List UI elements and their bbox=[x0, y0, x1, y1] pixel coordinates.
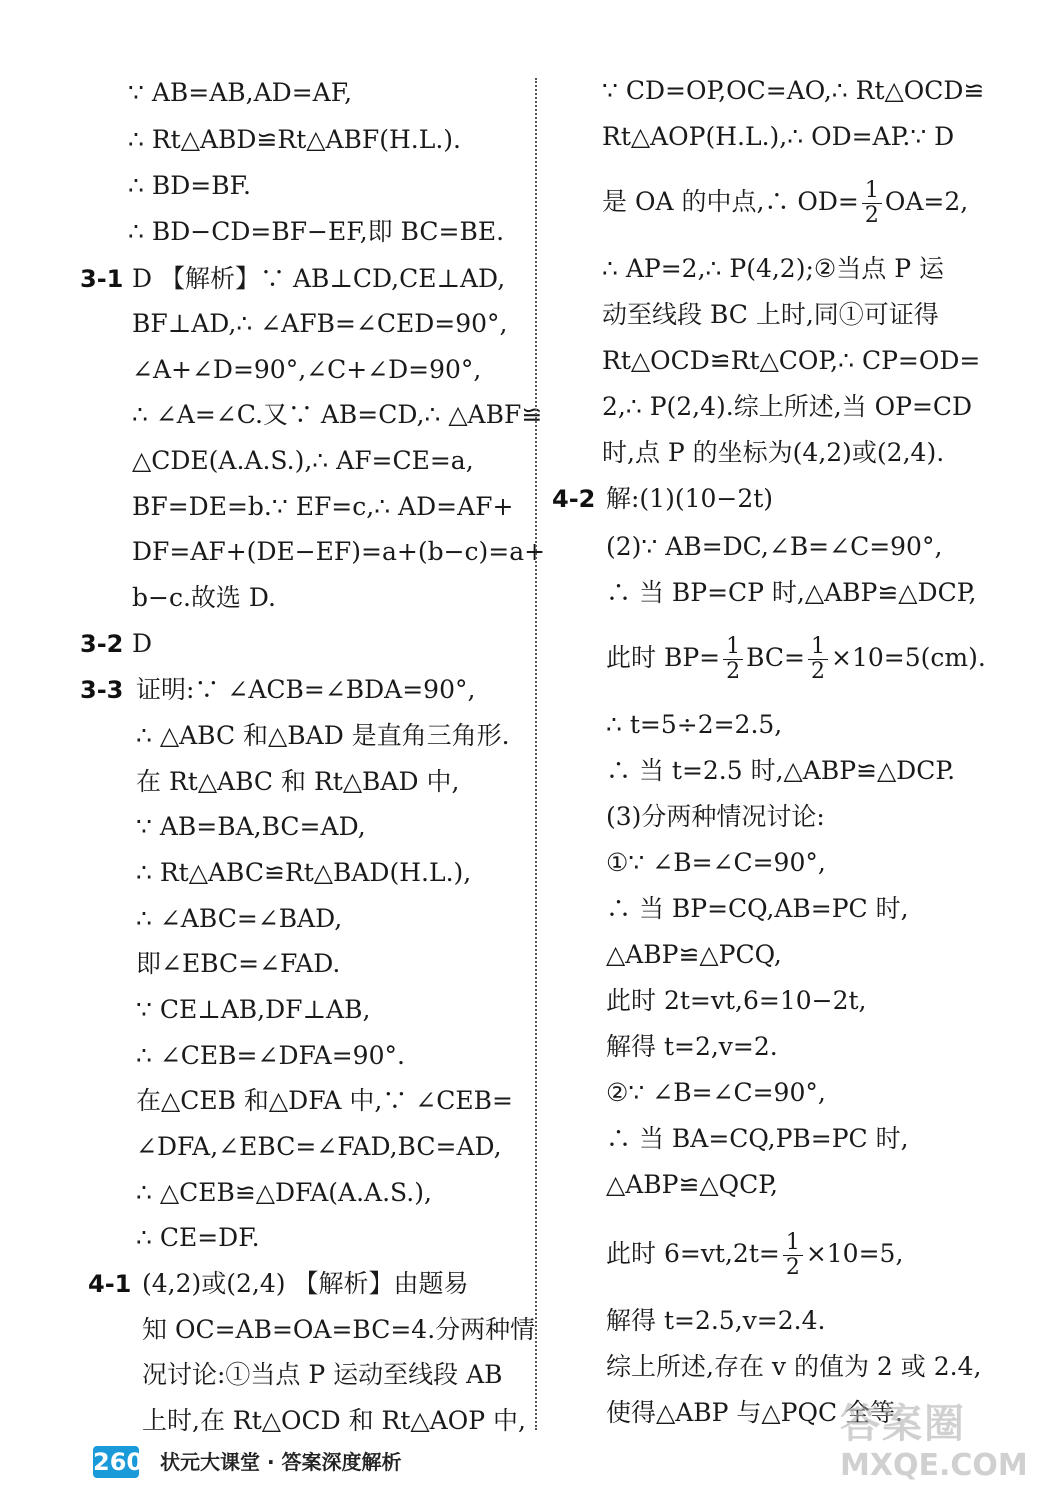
text-line: ②∵ ∠B=∠C=90°, bbox=[606, 1078, 826, 1107]
numerator: 1 bbox=[862, 179, 882, 204]
text-line: ∴ BD−CD=BF−EF,即 BC=BE. bbox=[128, 217, 505, 246]
text-line: 上时,在 Rt△OCD 和 Rt△AOP 中, bbox=[142, 1406, 526, 1435]
text-line: 使得△ABP 与△PQC 全等. bbox=[606, 1398, 903, 1427]
text-line: DF=AF+(DE−EF)=a+(b−c)=a+ bbox=[132, 537, 546, 566]
text-segment: 此时 6=vt,2t= bbox=[606, 1239, 780, 1268]
numerator: 1 bbox=[783, 1231, 803, 1256]
text-line: ∴ Rt△ABD≌Rt△ABF(H.L.). bbox=[128, 125, 461, 154]
question-number: 4-2 bbox=[552, 485, 596, 513]
text-line: (3)分两种情况讨论: bbox=[606, 802, 825, 831]
text-line: b−c.故选 D. bbox=[132, 583, 276, 612]
text-line: D bbox=[132, 629, 153, 658]
text-line: △ABP≌△PCQ, bbox=[606, 940, 782, 969]
text-segment: OA=2, bbox=[884, 187, 969, 216]
text-line: BF=DE=b.∵ EF=c,∴ AD=AF+ bbox=[132, 492, 514, 521]
text-line: ∴ △CEB≌△DFA(A.A.S.), bbox=[136, 1178, 432, 1207]
text-line: 综上所述,存在 v 的值为 2 或 2.4, bbox=[606, 1352, 982, 1381]
denominator: 2 bbox=[785, 1255, 800, 1280]
fraction-line bbox=[602, 160, 968, 244]
question-number: 3-3 bbox=[80, 676, 124, 704]
fraction bbox=[862, 179, 882, 228]
question-number: 3-1 bbox=[80, 265, 124, 293]
text-line: △CDE(A.A.S.),∴ AF=CE=a, bbox=[132, 446, 474, 475]
numerator: 1 bbox=[723, 635, 743, 660]
text-line: ∴ 当 BP=CP 时,△ABP≌△DCP, bbox=[606, 578, 977, 607]
text-line: 2,∴ P(2,4).综上所述,当 OP=CD bbox=[602, 392, 973, 421]
text-line: BF⊥AD,∴ ∠AFB=∠CED=90°, bbox=[132, 309, 508, 338]
watermark-url: MXQE.COM bbox=[840, 1448, 1028, 1483]
column-divider bbox=[535, 78, 537, 1430]
fraction-line bbox=[606, 1212, 903, 1296]
watermark bbox=[840, 1400, 1028, 1484]
numerator: 1 bbox=[808, 635, 828, 660]
denominator: 2 bbox=[811, 659, 826, 684]
denominator: 2 bbox=[864, 203, 879, 228]
text-line: ∴ CE=DF. bbox=[136, 1223, 260, 1252]
text-line: ∵ CE⊥AB,DF⊥AB, bbox=[136, 995, 371, 1024]
text-segment: BC= bbox=[746, 643, 806, 672]
text-line: ∴ AP=2,∴ P(4,2);②当点 P 运 bbox=[602, 254, 945, 283]
text-line: ∴ △ABC 和△BAD 是直角三角形. bbox=[136, 721, 510, 750]
text-line: 此时 2t=vt,6=10−2t, bbox=[606, 986, 867, 1015]
text-line: 在 Rt△ABC 和 Rt△BAD 中, bbox=[136, 767, 460, 796]
page-number: 260 bbox=[93, 1448, 144, 1476]
text-line: ∴ ∠CEB=∠DFA=90°. bbox=[136, 1041, 405, 1070]
question-number: 3-2 bbox=[80, 630, 124, 658]
text-line: ∵ AB=AB,AD=AF, bbox=[128, 78, 353, 107]
text-line: 况讨论:①当点 P 运动至线段 AB bbox=[142, 1360, 503, 1389]
text-segment: 是 OA 的中点,∴ OD= bbox=[602, 187, 859, 216]
text-line: 知 OC=AB=OA=BC=4.分两种情 bbox=[142, 1315, 536, 1344]
text-line: 证明:∵ ∠ACB=∠BDA=90°, bbox=[136, 675, 476, 704]
text-line: (4,2)或(2,4) 【解析】由题易 bbox=[142, 1269, 469, 1298]
text-line: ∠DFA,∠EBC=∠FAD,BC=AD, bbox=[136, 1132, 502, 1161]
text-line: ∴ ∠ABC=∠BAD, bbox=[136, 904, 343, 933]
book-title: 状元大课堂 · 答案深度解析 bbox=[160, 1450, 402, 1474]
fraction bbox=[808, 635, 828, 684]
text-line: 动至线段 BC 上时,同①可证得 bbox=[602, 300, 939, 329]
text-line: ∴ ∠A=∠C.又∵ AB=CD,∴ △ABF≌ bbox=[132, 400, 543, 429]
text-line: ∴ Rt△ABC≌Rt△BAD(H.L.), bbox=[136, 858, 472, 887]
text-line: ①∵ ∠B=∠C=90°, bbox=[606, 848, 826, 877]
fraction-line bbox=[606, 616, 986, 700]
text-segment: 此时 BP= bbox=[606, 643, 721, 672]
text-line: 解得 t=2.5,v=2.4. bbox=[606, 1306, 826, 1335]
text-line: 在△CEB 和△DFA 中,∵ ∠CEB= bbox=[136, 1086, 513, 1115]
denominator: 2 bbox=[726, 659, 741, 684]
text-line: 解:(1)(10−2t) bbox=[606, 484, 774, 513]
text-line: ∴ 当 t=2.5 时,△ABP≌△DCP. bbox=[606, 756, 956, 785]
text-line: ∵ AB=BA,BC=AD, bbox=[136, 812, 366, 841]
text-line: D 【解析】∵ AB⊥CD,CE⊥AD, bbox=[132, 264, 506, 293]
fraction bbox=[783, 1231, 803, 1280]
text-line: ∴ 当 BP=CQ,AB=PC 时, bbox=[606, 894, 909, 923]
text-line: ∴ BD=BF. bbox=[128, 171, 251, 200]
fraction bbox=[723, 635, 743, 684]
question-number: 4-1 bbox=[88, 1270, 132, 1298]
text-segment: ×10=5(cm). bbox=[831, 643, 986, 672]
text-line: ∴ 当 BA=CQ,PB=PC 时, bbox=[606, 1124, 909, 1153]
text-line: Rt△AOP(H.L.),∴ OD=AP.∵ D bbox=[602, 122, 955, 151]
text-line: 即∠EBC=∠FAD. bbox=[136, 949, 341, 978]
text-line: (2)∵ AB=DC,∠B=∠C=90°, bbox=[606, 532, 943, 561]
text-line: ∴ t=5÷2=2.5, bbox=[606, 710, 783, 739]
text-line: △ABP≌△QCP, bbox=[606, 1170, 778, 1199]
text-line: 解得 t=2,v=2. bbox=[606, 1032, 778, 1061]
text-line: ∠A+∠D=90°,∠C+∠D=90°, bbox=[132, 355, 482, 384]
text-segment: ×10=5, bbox=[805, 1239, 904, 1268]
text-line: ∵ CD=OP,OC=AO,∴ Rt△OCD≌ bbox=[602, 76, 985, 105]
text-line: 时,点 P 的坐标为(4,2)或(2,4). bbox=[602, 438, 945, 467]
text-line: Rt△OCD≌Rt△COP,∴ CP=OD= bbox=[602, 346, 981, 375]
watermark-text: 答案圈 bbox=[840, 1401, 966, 1447]
